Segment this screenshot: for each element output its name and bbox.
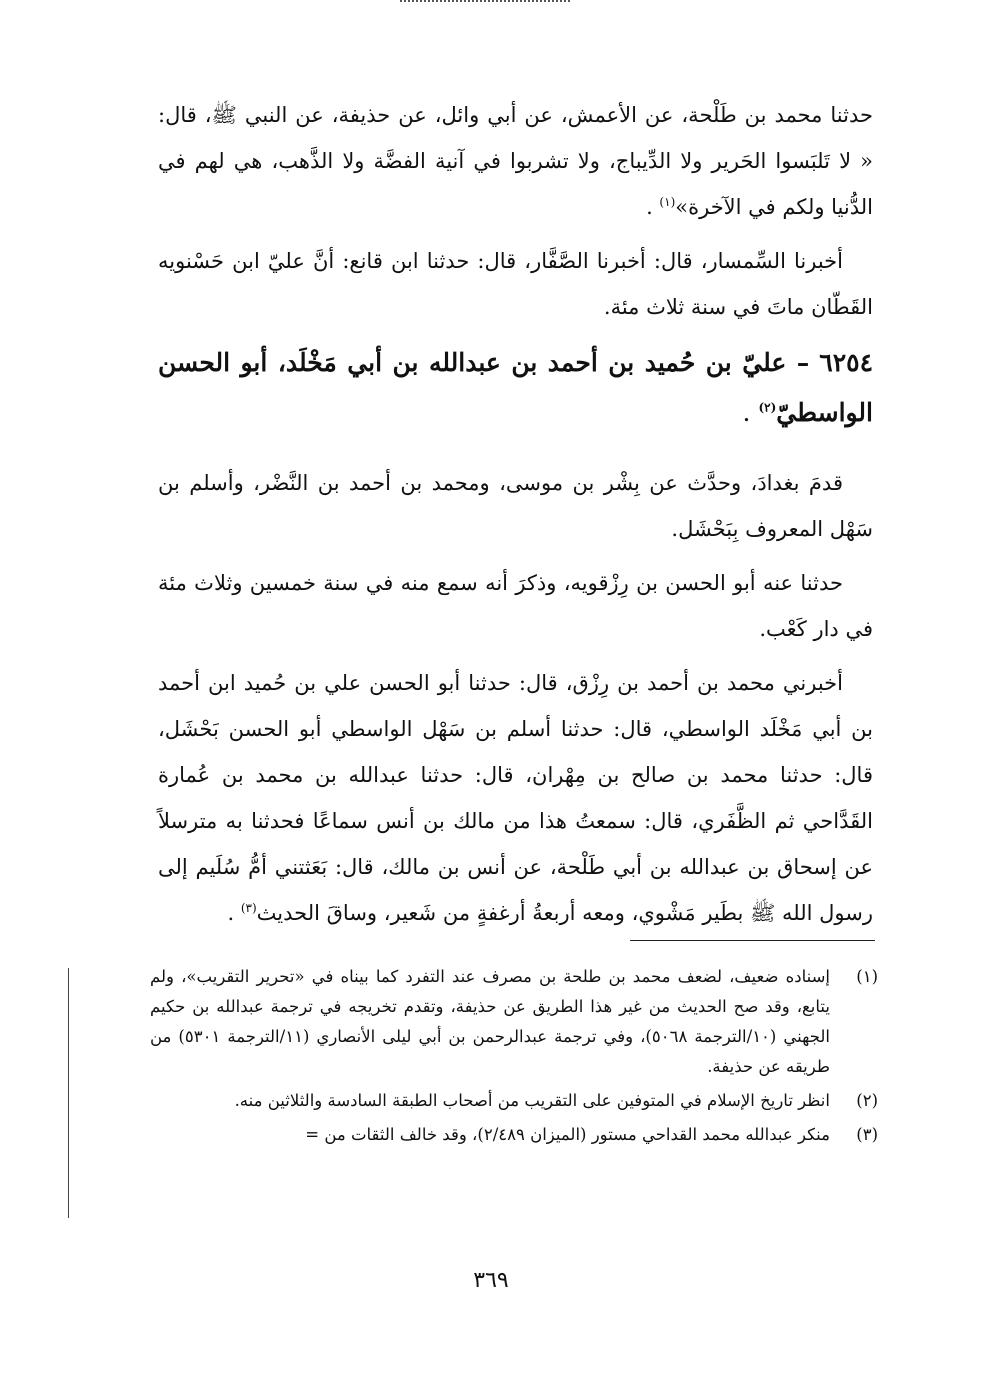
entry-title: – عليّ بن حُميد بن أحمد بن عبدالله بن أبي مَخْلَد، أبو الحسن الواسطيّ (158, 348, 873, 427)
footnote-number: (٢) (856, 1091, 878, 1110)
footnote-text: انظر تاريخ الإسلام في المتوفين على التقريب من أصحاب الطبقة السادسة والثلاثين منه. (234, 1091, 830, 1110)
footnote-text: إسناده ضعيف، لضعف محمد بن طلحة بن مصرف عند التفرد كما بيناه في «تحرير التقريب»، ولم يتابع، وقد صح الحديث من غير هذا الطريق عن حذيفة، وتقدم تخريجه في ترجمة عبدالله بن حكيم الجهني (١٠/الترجمة ٥٠٦٨)، وفي ترجمة عبدالرحمن بن أبي ليلى الأنصاري (١١/الترجمة ٥٣٠١) من طريقه عن حذيفة. (150, 967, 830, 1076)
margin-line (68, 968, 69, 1218)
footnote-text: منكر عبدالله محمد القداحي مستور (الميزان ٢/٤٨٩)، وقد خالف الثقات من = (305, 1125, 830, 1144)
footnote-3 (150, 1120, 878, 1150)
footnote-2 (150, 1086, 878, 1116)
paragraph-isnad (158, 660, 873, 936)
paragraph-death-note: أخبرنا السِّمسار، قال: أخبرنا الصَّفَّار، قال: حدثنا ابن قانع: أنَّ عليّ ابن حَسْنويه القَطّان ماتَ في سنة ثلاث مئة. (158, 249, 873, 319)
paragraph-hadith-silk (158, 92, 873, 230)
main-text (158, 92, 873, 944)
footnote-ref-2[interactable]: (٢) (758, 400, 777, 415)
page-number: ٣٦٩ (473, 1268, 509, 1293)
footnote-number: (٣) (856, 1125, 878, 1144)
biography-heading (158, 338, 873, 438)
paragraph-end: . (646, 195, 660, 219)
paragraph-teachers: قدمَ بغدادَ، وحدَّث عن بِشْر بن موسى، ومحمد بن أحمد بن النَّضْر، وأسلم بن سَهْل المعروف بِبَحْشَل. (158, 471, 873, 541)
heading-end: . (742, 398, 759, 427)
paragraph-text: حدثنا محمد بن طَلْحة، عن الأعمش، عن أبي وائل، عن حذيفة، عن النبي ﷺ، قال: « لا تَلبَسوا الحَرير ولا الدِّيباج، ولا تشربوا في آنية الفضَّة ولا الذَّهب، هي لهم في الدُّنيا ولكم في الآخرة» (158, 103, 873, 219)
footnote-ref-1[interactable]: (١) (659, 195, 676, 209)
footnote-1 (150, 962, 878, 1082)
footnote-separator (630, 940, 875, 941)
footnotes (150, 962, 878, 1154)
paragraph-students: حدثنا عنه أبو الحسن بن رِزْقويه، وذكرَ أنه سمع منه في سنة خمسين وثلاث مئة في دار كَعْب. (158, 571, 873, 641)
paragraph-end: . (227, 901, 241, 925)
footnote-number: (١) (856, 967, 878, 986)
paragraph-text: أخبرني محمد بن أحمد بن رِزْق، قال: حدثنا أبو الحسن علي بن حُميد ابن أحمد بن أبي مَخْلَد الواسطي، قال: حدثنا أسلم بن سَهْل الواسطي أبو الحسن بَحْشَل، قال: حدثنا محمد بن صالح بن مِهْران، قال: حدثنا عبدالله بن محمد بن عُمارة القَدَّاحي ثم الظَّفَري، قال: سمعتُ هذا من مالك بن أنس سماعًا فحدثنا به مترسلاً عن إسحاق بن عبدالله بن أبي طَلْحة، عن أنس بن مالك، قال: بَعَثتني أمُّ سُلَيم إلى رسول الله ﷺ بطَير مَشْوي، ومعه أربعةُ أرغفةٍ من شَعير، وساقَ الحديث (158, 671, 873, 925)
footnote-ref-3[interactable]: (٣) (240, 901, 257, 915)
entry-number: ٦٢٥٤ (819, 348, 873, 377)
page-header-mark (400, 0, 570, 6)
